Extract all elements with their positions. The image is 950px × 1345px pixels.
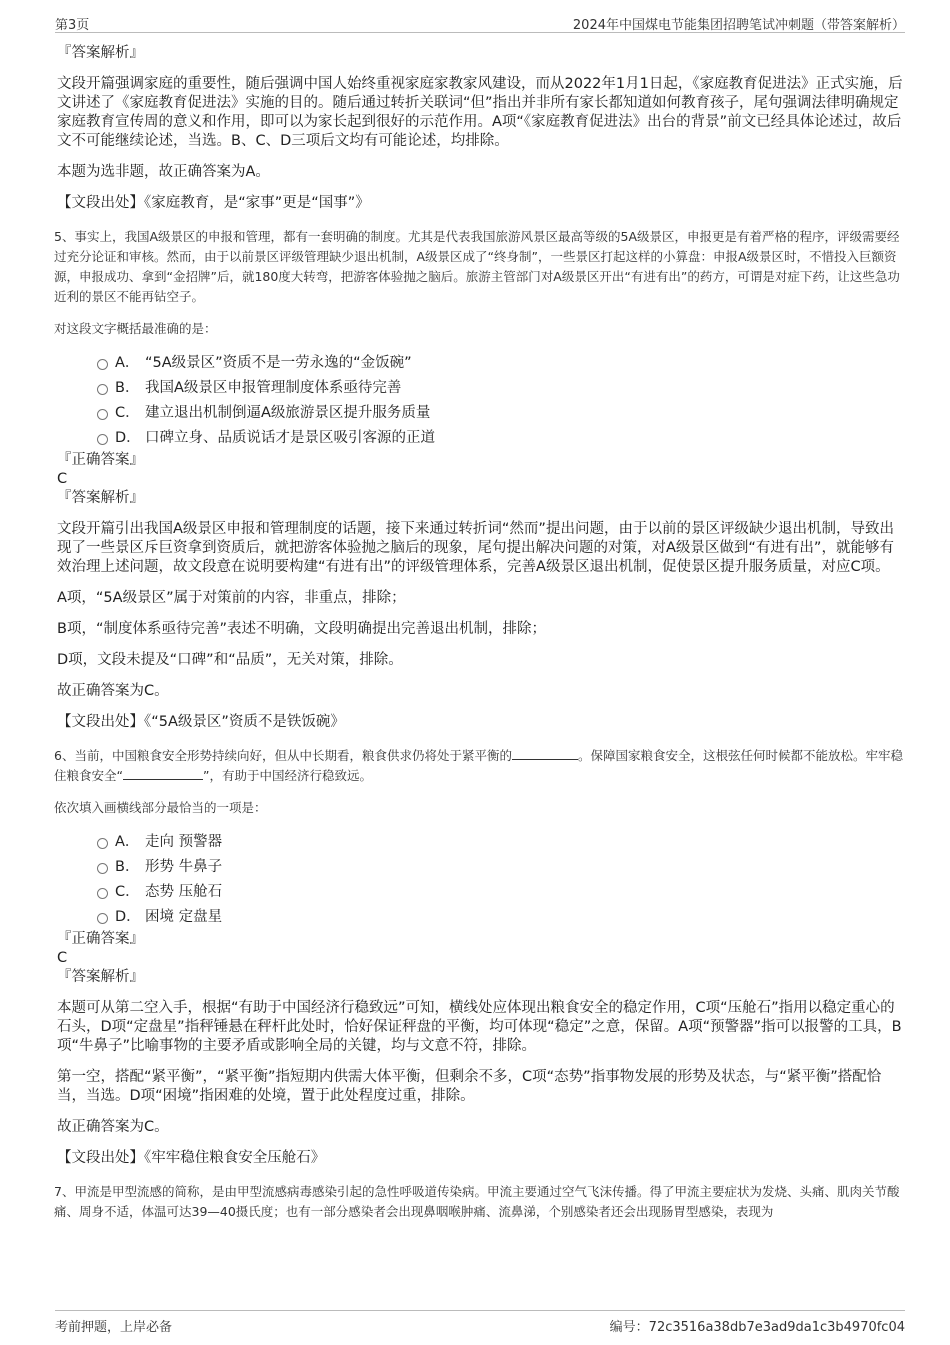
q6-answer: C [57,950,68,966]
q5-source: 【文段出处】《“5A级景区”资质不是铁饭碗》 [57,714,345,730]
q6-source: 【文段出处】《牢牢稳住粮食安全压舱石》 [57,1150,326,1166]
q6-option-b[interactable]: B． 形势 牛鼻子 [57,855,907,880]
q6-prompt: 依次填入画横线部分最恰当的一项是： [54,800,267,815]
q6-stem: 6、当前，中国粮食安全形势持续向好，但从中长期看，粮食供求仍将处于紧平衡的 。保障国家粮食安全，这根弦任何时候都不能放松。牢牢稳住粮食安全“ ”，有助于中国经济行稳致远。 [54,748,903,783]
q6-analysis: 本题可从第二空入手，根据“有助于中国经济行稳致远”可知，横线处应体现出粮食安全的稳定作用，C项“压舱石”指用以稳定重心的石头，D项“定盘星”指秤锤悬在秤杆此处时，恰好保证秤盘的平衡，均可体现“稳定”之意，保留。A项“预警器”指可以报警的工具，B项“牛鼻子”比喻事物的主要矛盾或影响全局的关键，均与文意不符，排除。 [57,1000,902,1054]
document-code: 编号：72c3516a38db7e3ad9da1c3b4970fc04 [609,1320,905,1335]
q5-option-c[interactable]: C． 建立退出机制倒逼A级旅游景区提升服务质量 [57,401,907,426]
blank-2 [123,779,203,780]
q6-conclusion: 故正确答案为C。 [57,1119,169,1135]
q5-conclusion: 故正确答案为C。 [57,683,169,699]
radio-icon[interactable] [97,409,108,420]
page-number: 第3页 [55,18,90,33]
blank-1 [512,759,578,760]
q4-conclusion: 本题为选非题，故正确答案为A。 [57,164,270,180]
q5-option-b[interactable]: B． 我国A级景区申报管理制度体系亟待完善 [57,376,907,401]
radio-icon[interactable] [97,888,108,899]
q7-stem: 7、甲流是甲型流感的简称，是由甲型流感病毒感染引起的急性呼吸道传染病。甲流主要通过空气飞沫传播。得了甲流主要症状为发烧、头痛、肌肉关节酸痛、周身不适，体温可达39—40摄氏度；也有一部分感染者会出现鼻咽喉肿痛、流鼻涕，个别感染者还会出现肠胃型感染，表现为 [54,1184,900,1219]
q5-options [57,351,907,451]
q6-option-c[interactable]: C． 态势 压舱石 [57,880,907,905]
q6-options [57,830,907,930]
q5-option-a[interactable]: A． “5A级景区”资质不是一劳永逸的“金饭碗” [57,351,907,376]
q5-prompt: 对这段文字概括最准确的是： [54,321,217,336]
q5-answer: C [57,471,68,487]
q6-option-a[interactable]: A． 走向 预警器 [57,830,907,855]
q5-analysis: 文段开篇引出我国A级景区申报和管理制度的话题，接下来通过转折词“然而”提出问题，由于以前的景区评级缺少退出机制，导致出现了一些景区斥巨资拿到资质后，就把游客体验抛之脑后的现象，尾句提出解决问题的对策，对A级景区做到“有进有出”，就能够有效治理上述问题，故文段意在说明要构建“有进有出”的评级管理体系，完善A级景区退出机制，促使景区提升服务质量，对应C项。 [57,521,894,575]
document-title: 2024年中国煤电节能集团招聘笔试冲刺题（带答案解析） [572,18,905,33]
q6-analysis-heading: 『答案解析』 [57,969,144,985]
page-header [55,12,905,33]
radio-icon[interactable] [97,838,108,849]
radio-icon[interactable] [97,863,108,874]
q5-note-d: D项，文段未提及“口碑”和“品质”，无关对策，排除。 [57,652,403,668]
q6-analysis-2: 第一空，搭配“紧平衡”，“紧平衡”指短期内供需大体平衡，但剩余不多，C项“态势”指事物发展的形势及状态，与“紧平衡”搭配恰当，当选。D项“困境”指困难的处境，置于此处程度过重，排除。 [57,1069,882,1104]
radio-icon[interactable] [97,359,108,370]
footer-slogan: 考前押题，上岸必备 [55,1320,173,1335]
q5-stem: 5、事实上，我国A级景区的申报和管理，都有一套明确的制度。尤其是代表我国旅游风景区最高等级的5A级景区，申报更是有着严格的程序，评级需要经过充分论证和审核。然而，由于以前景区评级管理缺少退出机制，A级景区成了“终身制”，一些景区打起这样的小算盘：申报A级景区时，不惜投入巨额资源，申报成功、拿到“金招牌”后，就180度大转弯，把游客体验抛之脑后。旅游主管部门对A级景区开出“有进有出”的药方，可谓是对症下药，让这些急功近利的景区不能再钻空子。 [54,229,900,304]
q5-note-a: A项，“5A级景区”属于对策前的内容，非重点，排除； [57,590,406,606]
q5-answer-heading: 『正确答案』 [57,452,144,468]
q4-source: 【文段出处】《家庭教育，是“家事”更是“国事”》 [57,195,370,211]
page-content [54,44,907,1222]
radio-icon[interactable] [97,913,108,924]
q4-analysis: 文段开篇强调家庭的重要性，随后强调中国人始终重视家庭家教家风建设，而从2022年1月1日起，《家庭教育促进法》正式实施，后文讲述了《家庭教育促进法》实施的目的。随后通过转折关联词“但”指出并非所有家长都知道如何教育孩子，尾句强调法律明确规定家庭教育宣传周的意义和作用，即可以为家长起到很好的示范作用。A项“《家庭教育促进法》出台的背景”前文已经具体论述过，故后文不可能继续论述，当选。B、C、D三项后文均有可能论述，均排除。 [57,76,903,149]
q5-note-b: B项，“制度体系亟待完善”表述不明确，文段明确提出完善退出机制，排除； [57,621,546,637]
q4-analysis-heading: 『答案解析』 [57,45,144,61]
q5-analysis-heading: 『答案解析』 [57,490,144,506]
q6-option-d[interactable]: D． 困境 定盘星 [57,905,907,930]
radio-icon[interactable] [97,434,108,445]
page-footer [55,1310,905,1333]
radio-icon[interactable] [97,384,108,395]
q6-answer-heading: 『正确答案』 [57,931,144,947]
q5-option-d[interactable]: D． 口碑立身、品质说话才是景区吸引客源的正道 [57,426,907,451]
